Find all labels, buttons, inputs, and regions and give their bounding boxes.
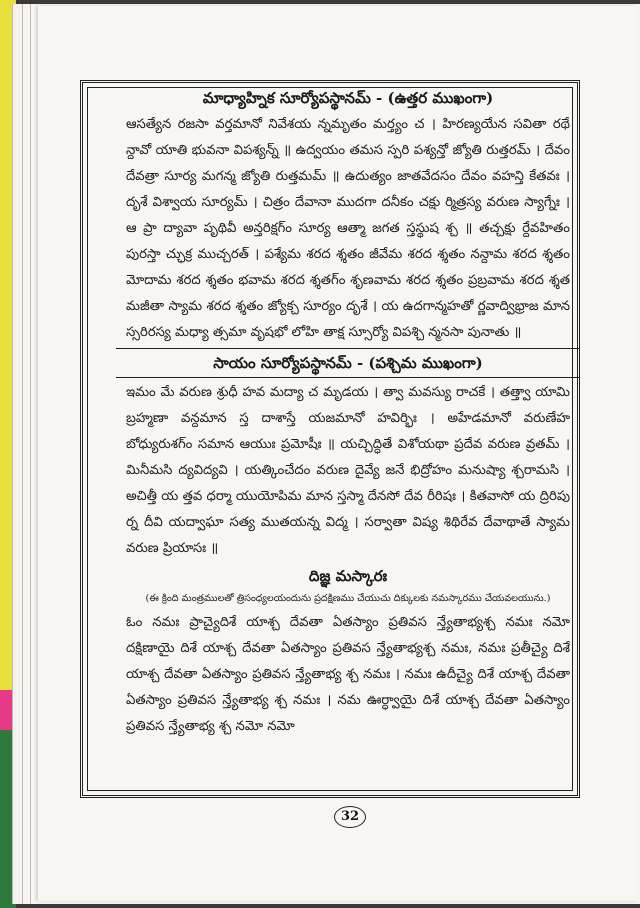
section-text-sayam: ఇమం మే వరుణ శ్రుధీ హవ మద్యా చ మృడయ । త్వా మవస్యు రాచకే । తత్త్వా యామి బ్రహ్మణా వన్దమాన స్త దాశాస్తే యజమానో హవిర్భిః । అహేడమానో వరుణేహ బోధ్యురుశగ్ం సమాన ఆయుః ప్రమోషీః ॥ యచ్చిద్ధితే విశోయథా ప్రదేవ వరుణ వ్రతమ్ । మినీమసి ద్యవిద్యవి । యత్కించేదం వరుణ దైవ్యే జనే భిద్రోహం మనుష్యా శ్చరామసి । అచిత్తీ య త్తవ ధర్మా యుయోపిమ మాన స్తస్మా దేనసో దేవ రీరిషః । కితవాసో య ద్రిరిపు ర్న దీవి యద్వాఘా సత్య ముతయన్న విద్మ । సర్వాతా విష్య శిథిరేవ దేవాథాతే స్యామ వరుణ ప్రియాసః ॥ (126, 385, 570, 556)
section-text-madhyahnika: ఆసత్యేన రజసా వర్తమానో నివేశయ న్నమృతం మర్త్యం చ । హిరణ్యయేన సవితా రథే న్దావో యాతి భువనా విపశ్యన్న్ ॥ ఉద్వయం తమస స్పరి పశ్యన్తో జ్యోతి రుత్తరమ్ । దేవం దేవత్రా సూర్య మగన్మ జ్యోతి రుత్తమమ్ ॥ ఉదుత్యం జాతవేదసం దేవం వహన్తి కేతవః । దృశే విశ్వాయ సూర్యమ్ । చిత్రం దేవానా ముదగా దనీకం చక్షు ర్మిత్రస్య వరుణ స్యాగ్నేః । ఆ ప్రా ద్యావా పృథివీ అన్తరిక్షగ్ం సూర్య ఆత్మా జగత స్తస్థుష శ్చ ॥ తచ్చక్షు ర్దేవహితం పురస్తా చ్ఛుక్ర ముచ్చరత్ । పశ్యేమ శరద శ్శతం జీవేమ శరద శ్శతం నన్దామ శరద శ్శతం మోదామ శరద శ్శతం భవామ శరద శ్శతగ్ం శృణవామ శరద శ్శతం ప్రబ్రవామ శరద శ్శత మజీతా స్యామ శరద శ్శతం జ్యోక్చ సూర్యం దృశే । య ఉదగాన్మహతో ర్ణవాద్విభ్రాజ మాన స్సరిరస్య మధ్యా త్సమా వృషభో లోహి తాక్ష స్సూర్యో విపశ్చి న్మనసా పునాతు ॥ (126, 117, 570, 340)
section-heading-dignamaskara: దిజ్ఞ మస్కారః (308, 567, 388, 585)
section-heading-madhyahnika: మాధ్యాహ్నిక సూర్యోపస్థానమ్ - (ఉత్తర ముఖంగా) (202, 89, 494, 107)
section-heading-sayam: సాయం సూర్యోపస్థానమ్ - (పశ్చిమ ముఖంగా) (116, 348, 580, 378)
page-number: 32 (334, 806, 366, 828)
page-content (122, 84, 574, 796)
section-text-dignamaskara: ఓం నమః ప్రాచ్యైదిశే యాశ్చ దేవతా ఏతస్యాం ప్రతివస న్త్యేతాభ్యశ్చ నమః నమో దక్షిణాయై దిశే యాశ్చ దేవతా ఏతస్యాం ప్రతివస న్త్యేతాభ్యశ్చ నమః, నమః ప్రతీచ్యై దిశే యాశ్చ దేవతా ఏతస్యాం ప్రతివస న్త్యేతాభ్య శ్చ నమః । నమః ఉదీచ్యై దిశే యాశ్చ దేవతా ఏతస్యాం ప్రతివస న్త్యేతాభ్య శ్చ నమః । నమ ఊర్ధ్వాయై దిశే యాశ్చ దేవతా ఏతస్యాం ప్రతివస న్త్యేతాభ్య శ్చ నమో నమో (126, 615, 570, 734)
section-note-dignamaskara: (ఈ క్రింది మంత్రములతో త్రిసంధ్యలయందును ప్రదక్షిణము చేయుచు దిక్కులకు నమస్కారము చేయవలయును.) (145, 593, 551, 604)
